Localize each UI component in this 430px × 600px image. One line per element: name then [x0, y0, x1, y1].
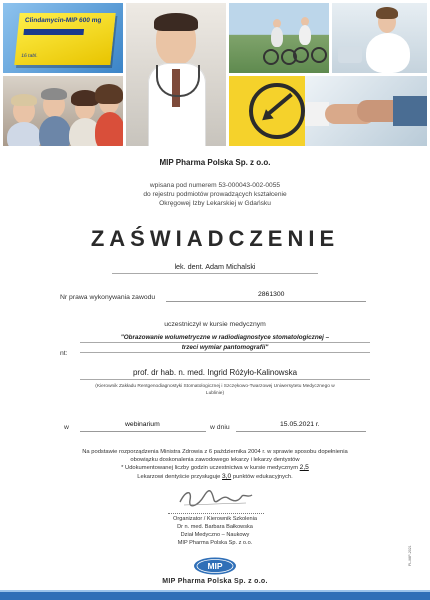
pharmacist-photo — [332, 3, 427, 73]
course-intro: uczestniczył w kursie medycznym — [164, 321, 266, 328]
license-underline — [166, 301, 366, 302]
license-label: Nr prawa wykonywania zawodu — [60, 294, 156, 301]
document-code: PL-MIP-2021 — [408, 545, 412, 566]
legal-text: obowiązku doskonalenia zawodowego lekarzy i lekarzy dentystów — [130, 457, 300, 463]
doctor-photo — [126, 3, 226, 146]
signature-line — [168, 513, 264, 514]
photo-collage — [0, 0, 430, 148]
organizer-company: MIP Pharma Polska Sp. z o.o. — [177, 540, 253, 546]
arrow-circle-icon — [249, 83, 305, 139]
pharmacist-coat-icon — [366, 33, 410, 73]
mip-logo-icon — [193, 557, 237, 575]
package-count: 16 tabl. — [20, 53, 38, 59]
course-underline — [80, 352, 370, 353]
hours-text: * Udokumentowanej liczby godzin uczestnictwa w kursie medycznym — [121, 465, 299, 471]
topic-label: nt: — [60, 350, 68, 357]
pill-bottle-icon — [338, 47, 362, 63]
event-day-label: w dniu — [210, 424, 230, 431]
cyclist-body-icon — [299, 25, 311, 45]
issuer-name: MIP Pharma Polska Sp. z o.o. — [159, 158, 271, 167]
package-label: Clindamycin-MIP 600 mg — [24, 17, 102, 24]
legal-points-line — [40, 473, 390, 481]
product-box-icon — [14, 13, 115, 65]
person-hair-icon — [41, 88, 67, 100]
person-body-icon — [39, 116, 71, 146]
points-text: Lekarzowi dentyście przysługuje — [137, 474, 221, 480]
event-format: webinarium — [125, 421, 160, 428]
bike-wheel-icon — [311, 47, 327, 63]
certificate-title: ZAŚWIADCZENIE — [90, 226, 340, 251]
course-title-line: "Obrazowanie wolumetryczne w radiodiagnostyce stomatologicznej – — [120, 334, 330, 341]
lecturer-underline — [80, 379, 370, 380]
points-suffix: punktów edukacyjnych. — [232, 474, 293, 480]
bike-wheel-icon — [293, 47, 309, 63]
registry-line: Okręgowej Izby Lekarskiej w Gdańsku — [159, 200, 271, 207]
person-hair-icon — [11, 94, 37, 106]
format-underline — [80, 431, 206, 432]
legal-text: Na podstawie rozporządzenia Ministra Zdrowia z 6 października 2004 r. w sprawie sposobu dopełnienia — [82, 449, 348, 455]
date-underline — [236, 431, 366, 432]
cyclists-photo — [229, 3, 329, 73]
handshake-photo — [305, 76, 427, 146]
person-hair-icon — [95, 84, 123, 104]
course-title-line: trzeci wymiar pantomografii" — [181, 344, 269, 351]
suit-sleeve-icon — [393, 96, 427, 126]
lecturer-name: prof. dr hab. n. med. Ingrid Różyło-Kalinowska — [132, 368, 298, 377]
points-value: 3,0 — [222, 473, 232, 480]
pharmacist-hair-icon — [376, 7, 398, 19]
person-body-icon — [95, 112, 123, 146]
lecturer-affiliation: (Kierownik Zakładu Rentgenodiagnostyki Stomatologicznej i Szczękowo-Twarzowej Uniwersytetu Medycznego w — [95, 384, 335, 389]
legal-hours-line — [40, 464, 390, 472]
event-date: 15.05.2021 r. — [280, 421, 320, 428]
recipient-name: lek. dent. Adam Michalski — [174, 262, 256, 271]
cyclist-body-icon — [271, 27, 283, 47]
hours-value: 2,5 — [299, 464, 309, 471]
bike-wheel-icon — [263, 49, 279, 65]
logo-text: MIP — [207, 561, 223, 571]
license-number: 2861300 — [258, 291, 285, 298]
signature-icon — [176, 486, 256, 510]
package-strip — [23, 29, 84, 35]
product-box-photo — [3, 3, 123, 73]
lecturer-affiliation: Lublinie) — [205, 391, 225, 396]
organizer-name: Dr n. med. Barbara Bałkowska — [177, 524, 253, 530]
organizer-role: Organizator / Kierownik Szkolenia — [173, 516, 257, 522]
bottom-bar-highlight — [0, 590, 430, 592]
event-in-label: w — [64, 424, 69, 431]
organizer-department: Dział Medyczno – Naukowy — [180, 532, 250, 538]
course-underline — [80, 342, 370, 343]
registry-line: do rejestru podmiotów prowadzących kształcenie — [143, 191, 287, 198]
doctor-hair-icon — [154, 13, 198, 31]
family-photo — [3, 76, 123, 146]
registry-line: wpisana pod numerem 53-000043-002-0055 — [149, 182, 281, 189]
person-body-icon — [7, 122, 41, 146]
name-underline — [112, 273, 318, 274]
issuer-footer: MIP Pharma Polska Sp. z o.o. — [162, 578, 268, 585]
